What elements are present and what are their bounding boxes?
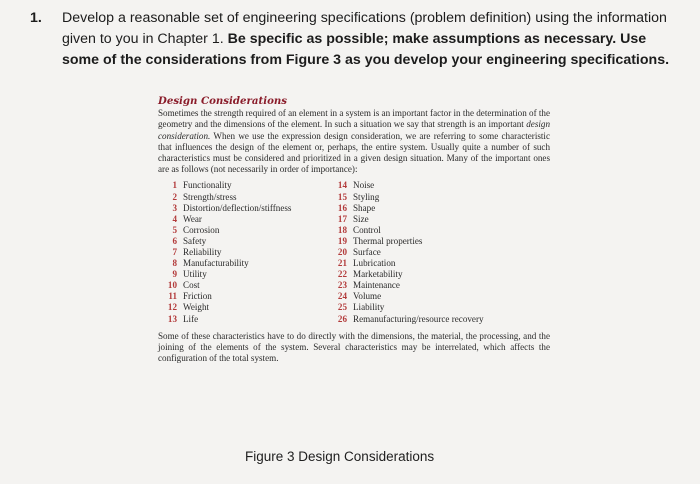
consideration-number: 25 xyxy=(337,302,347,313)
consideration-label: Liability xyxy=(353,302,385,313)
consideration-item xyxy=(160,225,330,236)
question-block xyxy=(30,8,680,71)
consideration-number: 18 xyxy=(337,224,347,235)
consideration-item xyxy=(160,247,330,258)
consideration-number: 10 xyxy=(167,280,177,291)
figure-closing-paragraph: Some of these characteristics have to do directly with the dimensions, the material, the processing, and the joining of the elements of the system. Several characteristics may be interrelated, which affects the configuration of the total system. xyxy=(158,330,550,364)
figure-scan xyxy=(158,96,550,364)
figure-intro-paragraph xyxy=(158,108,550,175)
consideration-item xyxy=(330,180,530,191)
consideration-number: 2 xyxy=(172,191,177,202)
consideration-number: 14 xyxy=(337,180,347,191)
consideration-number: 15 xyxy=(337,191,347,202)
consideration-label: Shape xyxy=(353,202,376,213)
consideration-number: 26 xyxy=(337,313,347,324)
consideration-item xyxy=(160,203,330,214)
consideration-item xyxy=(330,302,530,313)
consideration-item xyxy=(330,258,530,269)
consideration-label: Weight xyxy=(183,302,210,313)
intro-text-b: When we use the expression design consideration, we are referring to some characteristic that influences the design of the element or, perhaps, the entire system. Usually quite a number of such characteristics must be considered and prioritized in a given design situation. Many of the important ones are as follows (not necessarily in order of importance): xyxy=(158,130,550,175)
consideration-label: Remanufacturing/resource recovery xyxy=(353,313,484,324)
consideration-label: Noise xyxy=(353,180,375,191)
consideration-item xyxy=(330,247,530,258)
consideration-item xyxy=(330,269,530,280)
consideration-number: 13 xyxy=(167,313,177,324)
consideration-label: Reliability xyxy=(183,246,222,257)
consideration-number: 8 xyxy=(172,258,177,269)
consideration-number: 7 xyxy=(172,246,177,257)
consideration-label: Utility xyxy=(183,269,207,280)
consideration-number: 23 xyxy=(337,280,347,291)
consideration-item xyxy=(160,302,330,313)
consideration-number: 17 xyxy=(337,213,347,224)
consideration-item xyxy=(160,280,330,291)
intro-text-a: Sometimes the strength required of an element in a system is an important factor in the determination of the geometry and the dimensions of the element. In such a situation we say that strength is an important xyxy=(158,108,550,130)
question-text-regular: Develop a reasonable set of engineering specifications (problem definition) using the information given to you in Chapter 1. xyxy=(62,10,667,47)
consideration-number: 6 xyxy=(172,235,177,246)
consideration-item xyxy=(160,269,330,280)
considerations-right-column xyxy=(330,180,530,324)
consideration-item xyxy=(160,192,330,203)
consideration-item xyxy=(330,214,530,225)
consideration-label: Friction xyxy=(183,291,212,302)
consideration-number: 3 xyxy=(172,202,177,213)
consideration-item xyxy=(330,314,530,325)
question-number: 1. xyxy=(30,10,42,26)
consideration-label: Control xyxy=(353,224,381,235)
consideration-number: 12 xyxy=(167,302,177,313)
consideration-number: 5 xyxy=(172,224,177,235)
consideration-number: 9 xyxy=(172,269,177,280)
consideration-item xyxy=(160,314,330,325)
consideration-item xyxy=(330,192,530,203)
considerations-list xyxy=(160,180,550,324)
consideration-number: 21 xyxy=(337,258,347,269)
intro-emphasis: design consideration. xyxy=(158,119,550,141)
consideration-label: Wear xyxy=(183,213,202,224)
consideration-item xyxy=(160,258,330,269)
consideration-item xyxy=(330,236,530,247)
consideration-number: 1 xyxy=(172,180,177,191)
consideration-item xyxy=(160,180,330,191)
figure-title: Design Considerations xyxy=(158,95,288,107)
consideration-label: Distortion/deflection/stiffness xyxy=(183,202,292,213)
considerations-left-column xyxy=(160,180,330,324)
consideration-label: Lubrication xyxy=(353,258,396,269)
consideration-label: Thermal properties xyxy=(353,235,423,246)
question-text-bold: Be specific as possible; make assumptions as necessary. Use some of the considerations from Figure 3 as you develop your engineering specifications. xyxy=(62,31,670,68)
consideration-item xyxy=(330,280,530,291)
consideration-label: Volume xyxy=(353,291,382,302)
consideration-number: 24 xyxy=(337,291,347,302)
question-text xyxy=(62,8,680,71)
consideration-label: Manufacturability xyxy=(183,258,249,269)
consideration-label: Cost xyxy=(183,280,200,291)
consideration-label: Surface xyxy=(353,246,381,257)
consideration-number: 11 xyxy=(168,291,177,302)
consideration-label: Safety xyxy=(183,235,207,246)
consideration-label: Functionality xyxy=(183,180,232,191)
consideration-label: Marketability xyxy=(353,269,403,280)
consideration-item xyxy=(160,291,330,302)
consideration-item xyxy=(160,214,330,225)
consideration-number: 20 xyxy=(337,246,347,257)
consideration-item xyxy=(330,291,530,302)
consideration-label: Corrosion xyxy=(183,224,220,235)
consideration-item xyxy=(330,203,530,214)
consideration-label: Maintenance xyxy=(353,280,400,291)
consideration-label: Strength/stress xyxy=(183,191,237,202)
figure-caption: Figure 3 Design Considerations xyxy=(245,449,435,464)
consideration-label: Size xyxy=(353,213,369,224)
consideration-number: 22 xyxy=(337,269,347,280)
consideration-label: Life xyxy=(183,313,199,324)
consideration-label: Styling xyxy=(353,191,380,202)
consideration-item xyxy=(330,225,530,236)
consideration-item xyxy=(160,236,330,247)
consideration-number: 16 xyxy=(337,202,347,213)
consideration-number: 4 xyxy=(172,213,177,224)
consideration-number: 19 xyxy=(337,235,347,246)
